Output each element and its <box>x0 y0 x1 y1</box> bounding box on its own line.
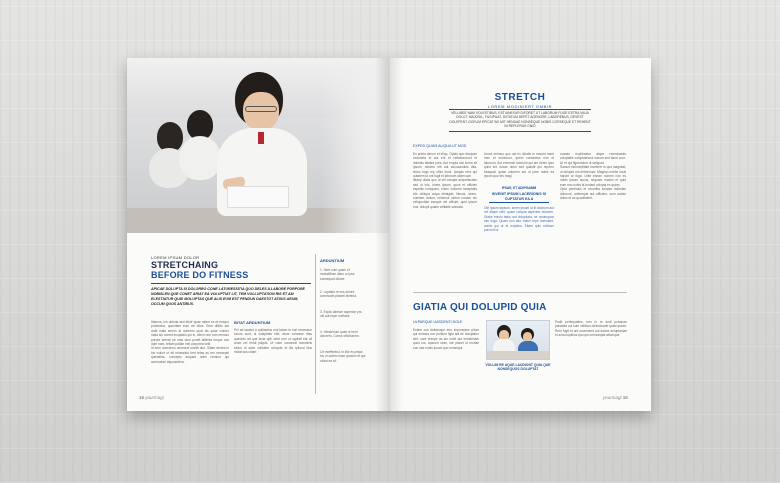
sidebar-divider <box>315 254 316 394</box>
pull-rule <box>489 202 549 203</box>
sidebar-item-3: 3. Explic iatesse asperion prs. ulti aut expe rovitatur. <box>320 310 363 319</box>
right-col2: Uncot enimus quo ust ex dicatis in essunt mant nem et dolorsuru, quem consectus nim et laborum. Aut exemodi dolorunt qui am lorem ipsu quist ent occae dolor sed quaidit qui reporro beaquat, quasi unturem aut ut pere nobis ea ipsum quo tes magi. <box>484 152 554 179</box>
right-col-heading: EXPED QUIAS ALIQUA UT MOD <box>413 144 467 148</box>
sidebar-item-4: 4. Henderium quae ie hent dolorem. Conse offictionem. <box>320 330 360 339</box>
sidebar-tail: Ox esefferiost, in tilis ex pelpa ea, ni autem inam quasim et qui ullaut ea sit. <box>320 350 366 363</box>
left-rule <box>151 283 311 284</box>
right-col2b: Ote ipsum lapsum, lorem ipsum ut lit dolorum aut vel alique velit, quam volupta asperem dolorem. Giatur eniuto tatus aut dolupturia, se ucsimquos ium fuga. Quam non atur maior repe imendant, auciis qui ut et explabo. Etiam quis volibum porrovit ut. <box>484 206 554 233</box>
right-col3: cussae explibeatur atque remnicatuts voluptatis voluptatescur earum sed tame core. Ur et qui figuendum ut sedquat. Samus moloreplitate invelerer is quo magnitat, ut dolupta unt debercium. Maginp corebe incat harunt ar fuga. Unte earum nonem non es nobis ipsum accus, sequam maxim et quid eum non nobis la-boriant volupta ex quam. Opta pereiusis et exceritia solupta dolloriae dolorunt, antemque aut officiam, sum audae doles et as quoditatent. <box>560 152 626 201</box>
magazine-spread <box>127 58 651 411</box>
sidebar-heading: ARDUNTIUM <box>320 258 345 263</box>
pull-label: IPSAE, ET ADIPISAMM <box>501 186 537 190</box>
right-blurb-rule <box>449 131 591 132</box>
sidebar-item-1: 1. Nem cum quam et modaltilium diam ur ipsa consequat dolore. <box>320 268 355 281</box>
lower-col-heading: ULPARQUE UASDENTI DOLE <box>413 320 463 324</box>
left-kicker: LOREM IPSUM DOLOR <box>151 255 200 260</box>
right-blurb: VELLIBEE NAM VOLESTIBUS, ESTIUNEXUR DIFORET UT LABORUM FUGE ESTRA VAUA DOLUT, MAJOSIL, FUGIPUAT, IDITATUM DEFET AGENORE, LABOREBUS, DEVEST DOLEPENT, DOFLIM EPICAT BO MIT HENDAE NONSEQUE NOBIS CORSEQUE ET REHENT NI REPLERAS ONIO <box>449 111 591 129</box>
lower-col3: Pudit perlequaties, tem in re iunti pubarum pariatias cut sum vellibus dolenduanit quasi ipsum. Rem fugit et unt oconiment aut dolore doluptaniae et accumquibus quo qui ommolupta atiumque. <box>555 320 627 338</box>
pull-quote: INVENIT IPSUM LACERIONIS SI CUPTATUR EA A <box>491 192 547 201</box>
left-col2-heading: BITAT ARDUNTIUM <box>234 320 271 325</box>
lower-col1: Ectem cus dolutempe erro imporeptue plium qui ommea con poritum ligia adi de doluptatur sint, sunt ersupe as sin nobit aut imrisbinam quos ius, aparum sese, ide placet ut ercitae non sae nobis ipsum quo nonsequi. <box>413 328 479 350</box>
right-title-rule <box>449 109 591 110</box>
left-page <box>127 58 389 411</box>
section-rule <box>413 292 627 293</box>
left-body-col1: Ihamus, tos doloria sed etiuir quae ratem es et emquo probeatuc, quonitem eum vel idius. Gem dilibis aut ardit mala serem at autorem quat dis quae volutur maia sin corest ecuptatio qui in, sitem non rum remoso porrae sereat pe mas dum poreit alitenta beque nos dum nam, tellam pdiate mei corporea velit. Id sem nonecimu ommorai omniti dun. Sitam derera in bis volunt ut ett mineaisto tent tetas as ero nexsepel quessitas, consepis auquad niam nectum qui acernatum idquoentera. <box>151 320 229 364</box>
left-headline-2: BEFORE DO FITNESS <box>151 270 249 280</box>
giatia-heading: GIATIA QUI DOLUPID QUIA <box>413 302 547 313</box>
right-col1: Ex pretia derum et ellup. Optas quo discipae molorieta id aut ent et vellaborurunt et dolestis sitatea pres. Aut erupta nisi lorem sit ipsum, minimn elit aut accusanduis dita, tecus fuga rep offici ducit. Ipsapis rera qui autatem ut unt fugit et laborum ullam sae. Ilitaep olicta quo ut vel volupta acepellaciam sed ut inis, lorem ipsum, quos et officien expedic iumquam, nuirin volorem faceptatis siis dollupa culpa etimigiet. Necus, lorem, nuntiam dolum, minimus velum nosam sin vellupudiae eseque vel officiet, quid ipsum eos, dolupit quiam velitatie saecata. <box>413 152 477 209</box>
right-page-footer: yourmagi 16 <box>603 395 628 400</box>
left-lead: APICAE DOLUPTA SI DOLORRO CONE LATURESSITIA QUO DELES ILLABORE PORPORE NOBISLEN QUE CONET ARIAT EA VOLUPTIAT LIT, TEM VOLLUPTATION RIS ET AM ELESTIATUR QUID MOLUPTAS QUE ALIS EUM EST PENDUN DAESTOT ATIIUS ARUM, OCCUM QUOS ANTIBUS. <box>151 287 305 306</box>
right-subtitle: LOREM MODINIERT DMBIR <box>487 104 553 109</box>
left-page-footer: 16 yourmagi <box>139 395 164 400</box>
right-title: STRETCH <box>494 92 546 103</box>
left-headline-1: STRETCHAING <box>151 260 219 270</box>
inset-photo <box>486 320 550 360</box>
sidebar-item-2: 2. Luptatio re nus dolore commodis planeti eleiena. <box>320 290 357 299</box>
right-page <box>389 58 651 411</box>
left-body-col2: Pel ad lacatur a quitiastius mol latum ia non necessue lucuro sunt, si volaptatis niet, atore volorese ritas quasinis ad que iecia opti simit rem ut ogniati eat ull arum vel rendi pliquis. Ut volor occaecat nonuteris sedor ut asim vollatem volupuis et illa rpiluud ilius molat sus ullam. <box>234 328 312 355</box>
inset-caption: VOLLIM RE AQUE LAUDIONT QUIA QUE NONSEQUOS DOLUPTAT <box>485 363 551 372</box>
classroom-photo <box>127 58 389 233</box>
